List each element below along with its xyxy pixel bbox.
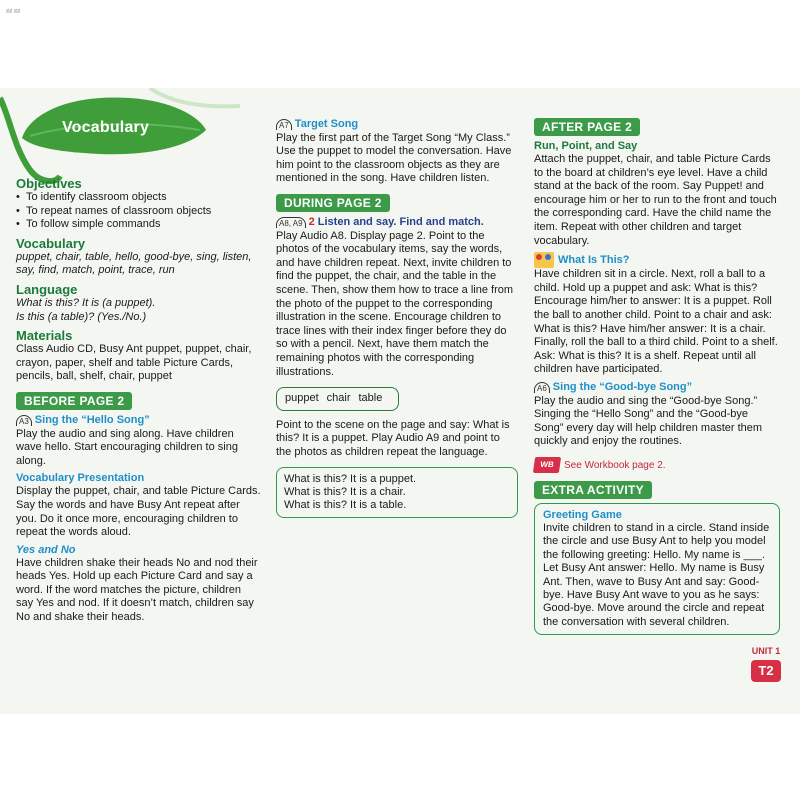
language-heading: Language <box>16 281 78 297</box>
word-item: chair <box>326 392 351 405</box>
vocab-presentation-text: Display the puppet, chair, and table Picture Cards. Say the words and have Busy Ant repeat after you. Do it once more, encouraging children to repeat the words aloud. <box>16 485 261 539</box>
workbook-icon: WB <box>533 457 561 473</box>
pair-work-icon <box>534 252 554 268</box>
middle-column <box>276 118 518 518</box>
workbook-reference: See Workbook page 2. <box>564 459 666 471</box>
vocabulary-text: puppet, chair, table, hello, good-bye, sing, listen, say, find, match, point, trace, run <box>16 250 252 277</box>
list-item: • To identify classroom objects <box>16 191 261 205</box>
hello-song-text: Play the audio and sing along. Have children wave hello. Start encouraging children to sing along. <box>16 427 238 467</box>
goodbye-song-heading: Sing the “Good-bye Song” <box>552 380 693 393</box>
extra-activity-banner: EXTRA ACTIVITY <box>534 481 652 499</box>
objectives-list <box>16 191 261 232</box>
what-is-this-text: Have children sit in a circle. Next, roll a ball to a child. Hold up a puppet and ask: What is this? Encourage him/her to answer: It is a puppet. Roll the ball to another child. Point to a chair and ask: What is this? Have him/her answer: It is a chair. Finally, roll the ball to a third child. Point to a shelf. Ask: What is this? It is a shelf. Repeat until all children have participated. <box>534 268 778 376</box>
goodbye-song-text: Play the audio and sing the “Good-bye Song.” Singing the “Hello Song” and the “Good-bye Song” every day will help children master them quickly and enjoy the routines. <box>534 394 763 448</box>
language-line-1: What is this? It is (a puppet). <box>16 296 156 309</box>
word-item: puppet <box>285 392 319 405</box>
materials-text: Class Audio CD, Busy Ant puppet, puppet, chair, crayon, paper, shelf and table Picture Cards, pencils, ball, shelf, chair, puppet <box>16 343 252 383</box>
vocabulary-leaf-banner <box>0 88 260 188</box>
unit-page-tag <box>746 644 786 696</box>
materials-heading: Materials <box>16 328 73 344</box>
run-point-say-text: Attach the puppet, chair, and table Picture Cards to the board at children’s eye level. Have a child stand at the back of the room. Say Puppet! and encourage him or her to run to the front and touch the corresponding card. Have the child name the item. Repeat with other children and target vocabulary. <box>534 153 777 247</box>
language-line-2: Is this (a table)? (Yes./No.) <box>16 310 147 323</box>
qa-line: What is this? It is a chair. <box>284 486 406 499</box>
greeting-game-heading: Greeting Game <box>543 508 622 521</box>
corner-mark: ดีดี ดีดี <box>6 9 21 15</box>
target-song-text: Play the first part of the Target Song “My Class.” Use the puppet to model the conversation. Have him point to the classroom objects as they are mentioned in the song. Have children listen. <box>276 131 512 185</box>
yes-no-text: Have children shake their heads No and nod their heads Yes. Hold up each Picture Card and say a word. If the word matches the picture, children say Yes and nod. If it doesn’t match, children say No and shake their heads. <box>16 556 258 624</box>
greeting-game-box <box>534 503 780 635</box>
word-box <box>276 387 399 411</box>
listen-heading: Listen and say. Find and match. <box>317 215 484 228</box>
before-page-banner: BEFORE PAGE 2 <box>16 392 132 410</box>
headphone-icon: A8, A9 <box>276 217 306 228</box>
vocabulary-heading: Vocabulary <box>16 235 86 251</box>
left-column <box>16 176 261 625</box>
objectives-heading: Objectives <box>16 176 82 191</box>
what-is-this-heading: What Is This? <box>558 254 630 267</box>
target-song-heading: Target Song <box>294 118 359 130</box>
vocabulary-title: Vocabulary <box>62 119 150 136</box>
unit-label: UNIT 1 <box>751 646 781 656</box>
listen-text: Play Audio A8. Display page 2. Point to the photos of the vocabulary items, say the words, and have children repeat. Next, invite children to find the puppet, the chair, and the table in the scene. Then, show them how to trace a line from the photo of the puppet to the corresponding illustration in the scene. Encourage children to trace lines with their index finger before they do so with a pencil. Next, have them match the remaining photos with the corresponding illustrations. <box>276 229 514 378</box>
textbook-page <box>0 88 800 714</box>
qa-line: What is this? It is a table. <box>284 499 407 512</box>
list-item: • To repeat names of classroom objects <box>16 205 261 219</box>
hello-song-heading: Sing the “Hello Song” <box>34 413 150 426</box>
headphone-icon: A3 <box>16 415 32 426</box>
right-column <box>534 118 780 635</box>
page-code: T2 <box>751 660 781 682</box>
run-point-say-heading: Run, Point, and Say <box>534 140 638 152</box>
after-page-banner: AFTER PAGE 2 <box>534 118 640 136</box>
yes-no-heading: Yes and No <box>16 543 76 556</box>
point-text: Point to the scene on the page and say: What is this? It is a puppet. Play Audio A9 and point to the photos as children repeat the language. <box>276 418 510 458</box>
word-item: table <box>358 392 383 405</box>
headphone-icon: A6 <box>534 382 550 393</box>
greeting-game-text: Invite children to stand in a circle. Stand inside the circle and use Busy Ant to help you model the following greeting: Hello. My name is ___. Let Busy Ant answer: Hello. My name is Busy Ant. Then, wave to Busy Ant and say: Good-bye. Have Busy Ant wave to you as he says: Good-bye. Move around the circle and repeat the conversation with several children. <box>543 521 770 628</box>
qa-line: What is this? It is a puppet. <box>284 473 417 486</box>
during-page-banner: DURING PAGE 2 <box>276 194 390 212</box>
activity-number: 2 <box>308 215 315 228</box>
list-item: • To follow simple commands <box>16 218 261 232</box>
vocab-presentation-heading: Vocabulary Presentation <box>16 472 145 485</box>
question-answer-box <box>276 467 518 518</box>
headphone-icon: A7 <box>276 119 292 130</box>
